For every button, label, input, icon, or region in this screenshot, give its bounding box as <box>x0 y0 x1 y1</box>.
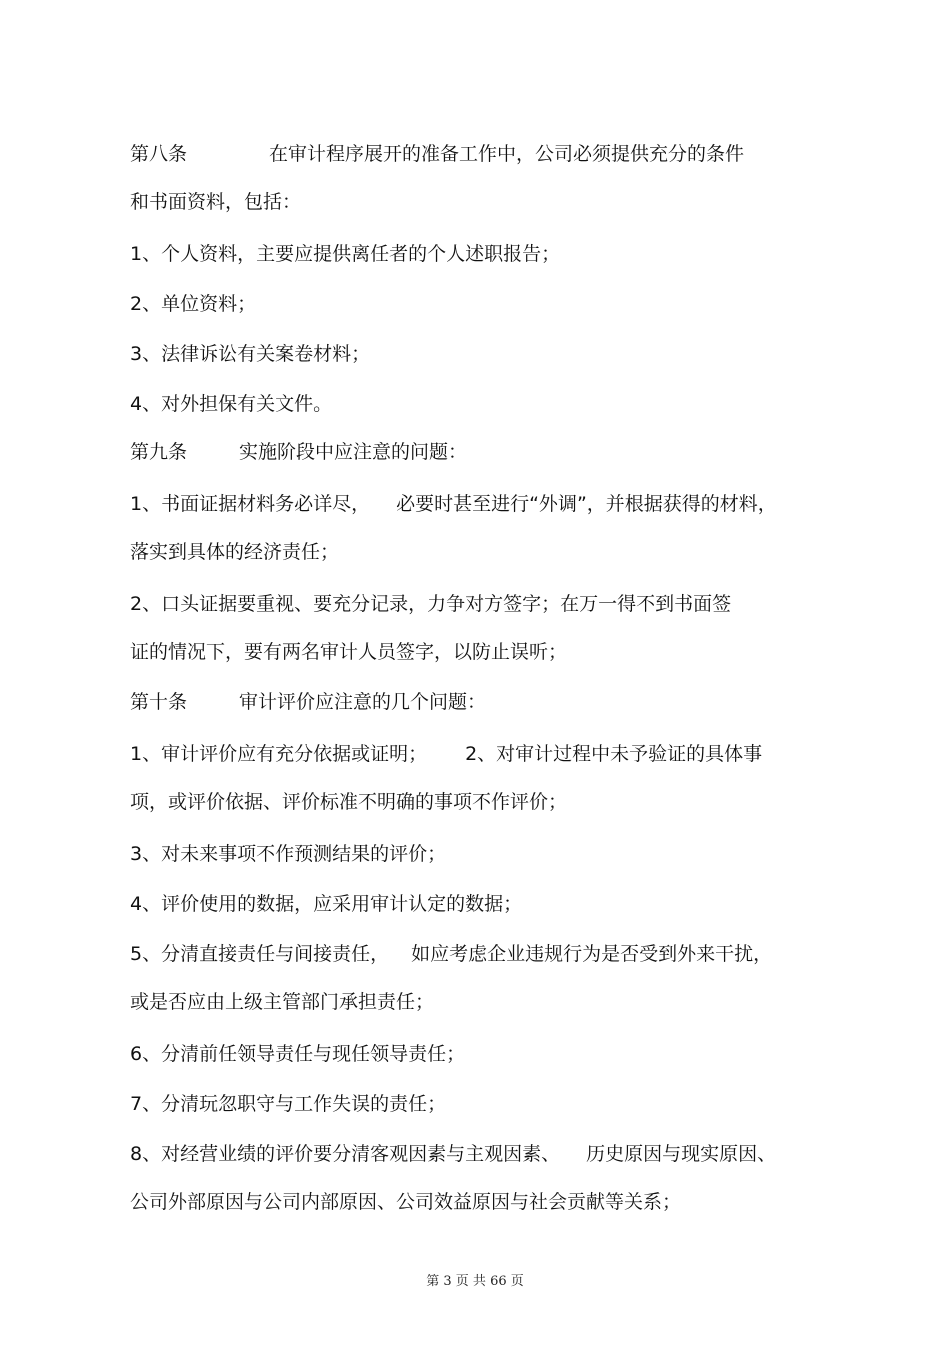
article-10-heading <box>130 690 486 714</box>
article-number: 第九条 <box>130 441 188 463</box>
list-item: 2、单位资料； <box>130 293 257 315</box>
current-page-number: 3 <box>443 1274 452 1289</box>
text-line: 证的情况下，要有两名审计人员签字，以防止误听； <box>130 641 568 663</box>
list-item: 7、分清玩忽职守与工作失误的责任； <box>130 1093 447 1115</box>
article-number: 第十条 <box>130 691 188 713</box>
text-line: 或是否应由上级主管部门承担责任； <box>130 991 435 1013</box>
list-item: 6、分清前任领导责任与现任领导责任； <box>130 1043 466 1065</box>
list-item: 1、书面证据材料务必详尽， 必要时甚至进行“外调”，并根据获得的材料， <box>130 493 777 515</box>
article-9-heading <box>130 440 467 464</box>
article-text: 实施阶段中应注意的问题： <box>239 441 468 463</box>
article-8-heading <box>130 142 744 166</box>
list-item: 4、评价使用的数据，应采用审计认定的数据； <box>130 893 523 915</box>
list-item: 3、对未来事项不作预测结果的评价； <box>130 843 447 865</box>
text-line: 项，或评价依据、评价标准不明确的事项不作评价； <box>130 791 568 813</box>
text-line: 落实到具体的经济责任； <box>130 541 340 563</box>
list-item: 2、口头证据要重视、要充分记录，力争对方签字；在万一得不到书面签 <box>130 593 732 615</box>
list-item: 1、个人资料，主要应提供离任者的个人述职报告； <box>130 243 561 265</box>
text-line: 公司外部原因与公司内部原因、公司效益原因与社会贡献等关系； <box>130 1191 682 1213</box>
article-text: 审计评价应注意的几个问题： <box>239 691 487 713</box>
page-footer: 第 3 页 共 66 页 <box>426 1274 524 1289</box>
total-page-number: 66 <box>490 1274 507 1289</box>
list-item: 5、分清直接责任与间接责任， 如应考虑企业违规行为是否受到外来干扰， <box>130 943 773 965</box>
list-item: 1、审计评价应有充分依据或证明； 2、对审计过程中未予验证的具体事 <box>130 743 763 765</box>
list-item: 3、法律诉讼有关案卷材料； <box>130 343 371 365</box>
article-number: 第八条 <box>130 143 188 165</box>
list-item: 4、对外担保有关文件。 <box>130 393 333 415</box>
article-text: 在审计程序展开的准备工作中，公司必须提供充分的条件 <box>269 143 745 165</box>
list-item: 8、对经营业绩的评价要分清客观因素与主观因素、 历史原因与现实原因、 <box>130 1143 777 1165</box>
text-line: 和书面资料，包括： <box>130 191 302 213</box>
